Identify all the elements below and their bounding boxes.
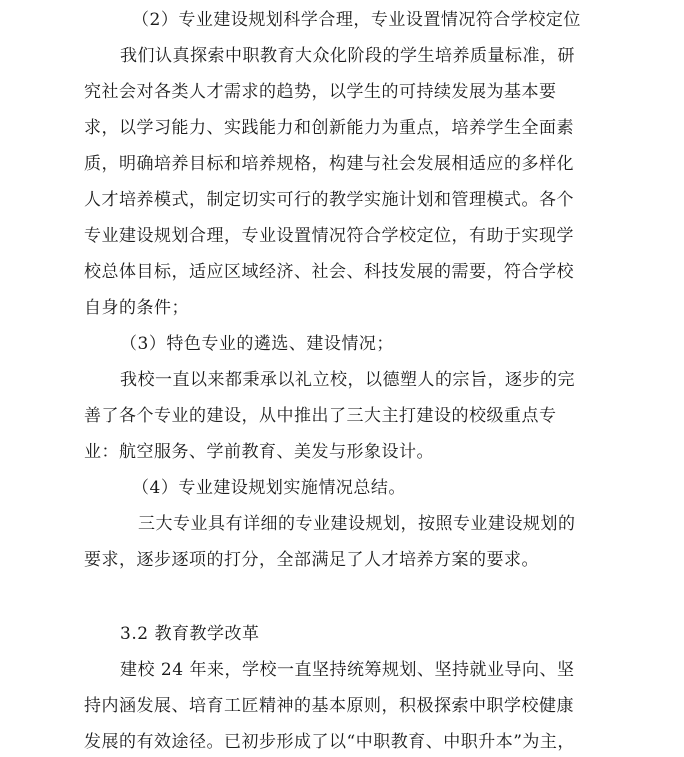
paragraph-line: 善了各个专业的建设，从中推出了三大主打建设的校级重点专	[84, 406, 557, 426]
section-heading: （3）特色专业的遴选、建设情况；	[120, 334, 394, 354]
paragraph-line: 建校 24 年来，学校一直坚持统筹规划、坚持就业导向、坚	[120, 660, 575, 680]
paragraph-line: 校总体目标，适应区域经济、社会、科技发展的需要，符合学校	[84, 262, 574, 282]
paragraph-line: 求，以学习能力、实践能力和创新能力为重点，培养学生全面素	[84, 118, 574, 138]
paragraph-line: 专业建设规划合理，专业设置情况符合学校定位，有助于实现学	[84, 226, 574, 246]
section-heading: （2）专业建设规划科学合理，专业设置情况符合学校定位	[132, 10, 581, 30]
paragraph-line: 三大专业具有详细的专业建设规划，按照专业建设规划的	[138, 514, 576, 534]
paragraph-line: 人才培养模式，制定切实可行的教学实施计划和管理模式。各个	[84, 190, 574, 210]
paragraph-line: 质，明确培养目标和培养规格，构建与社会发展相适应的多样化	[84, 154, 574, 174]
section-heading: （4）专业建设规划实施情况总结。	[132, 478, 406, 498]
paragraph-line: 发展的有效途径。已初步形成了以“中职教育、中职升本”为主，	[84, 732, 575, 752]
paragraph-line: 究社会对各类人才需求的趋势，以学生的可持续发展为基本要	[84, 82, 557, 102]
subsection-title: 3.2 教育教学改革	[120, 624, 260, 644]
paragraph-line: 我们认真探索中职教育大众化阶段的学生培养质量标准，研	[120, 46, 575, 66]
paragraph-line: 自身的条件；	[84, 298, 189, 318]
paragraph-line: 业：航空服务、学前教育、美发与形象设计。	[84, 442, 434, 462]
paragraph-line: 持内涵发展、培育工匠精神的基本原则，积极探索中职学校健康	[84, 696, 574, 716]
paragraph-line: 我校一直以来都秉承以礼立校，以德塑人的宗旨，逐步的完	[120, 370, 575, 390]
paragraph-line: 要求，逐步逐项的打分，全部满足了人才培养方案的要求。	[84, 550, 539, 570]
